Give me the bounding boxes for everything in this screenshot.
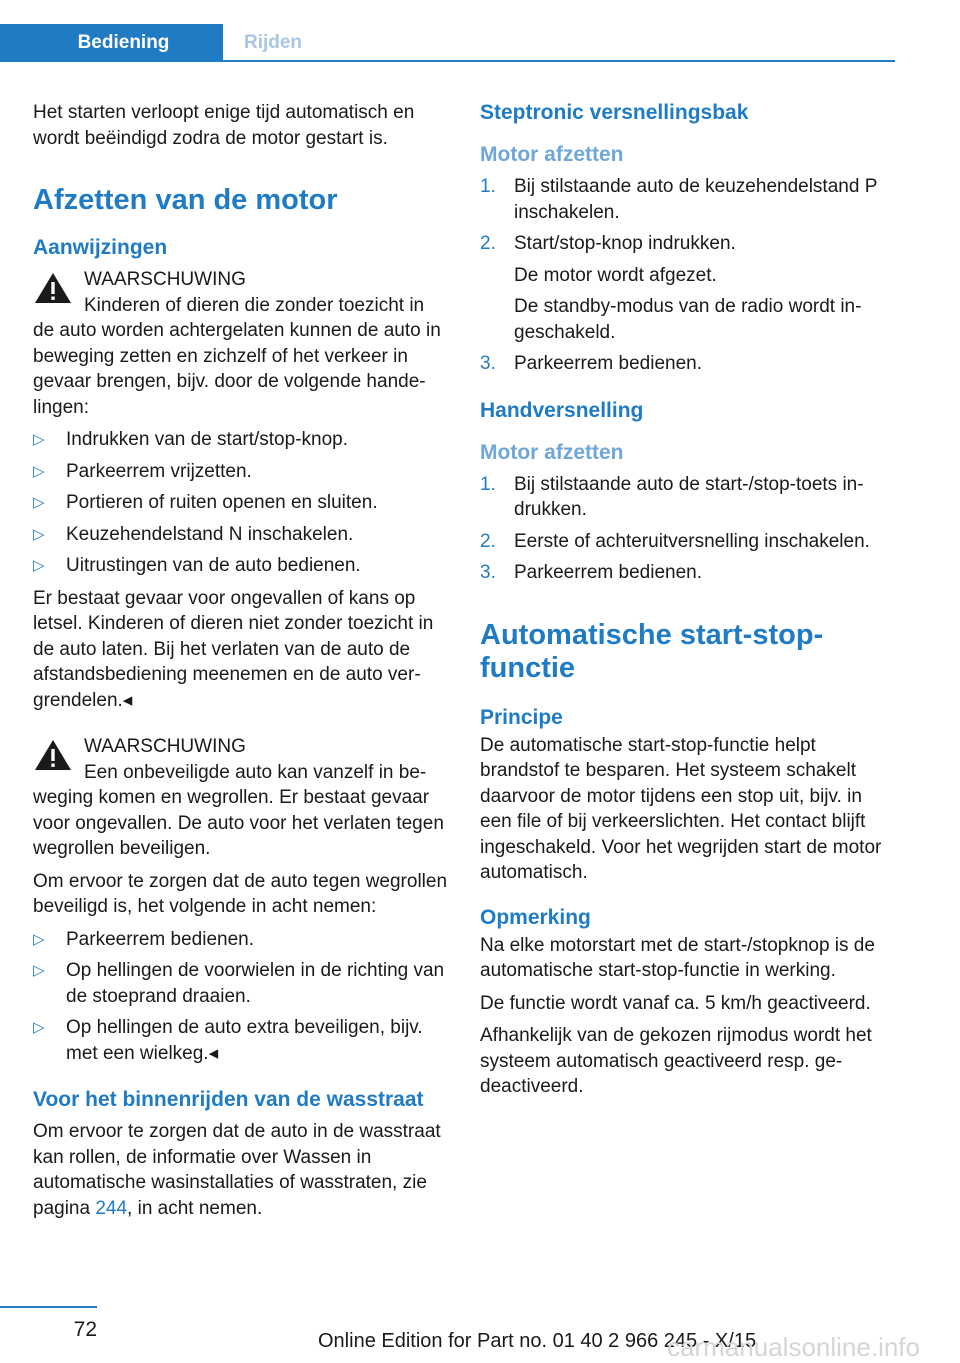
intro-paragraph: Het starten verloopt enige tijd automatisch en wordt beëindigd zodra de motor gestart is. xyxy=(33,102,415,149)
list-item: 2. Start/stop-knop indrukken. De motor wordt afgezet. De standby-modus van de radio wordt ingeschakeld. xyxy=(480,233,862,343)
subheading-engine-off-2: Motor afzetten xyxy=(480,440,624,464)
note-paragraph-1: Na elke motorstart met de start-/stopknop is de automatische start-stop-functie in werking. xyxy=(480,934,875,981)
warning-block-2 xyxy=(33,734,448,760)
tabbar-rule xyxy=(0,60,895,62)
list-item: ▷ Op hellingen de auto extra beveiligen, bijv. met een wielkeg.◂ xyxy=(33,1015,448,1066)
list-item: ▷ Op hellingen de voorwielen in de richting van de stoeprand draaien. xyxy=(33,958,448,1009)
warning-triangle-icon xyxy=(33,271,73,305)
list-item: 1. Bij stilstaande auto de keuzehendelstand P inschakelen. xyxy=(480,176,878,223)
left-column xyxy=(33,100,448,1228)
warning-text-1: Kinderen of dieren die zonder toezicht in de auto worden achtergelaten kunnen de auto in beweging zetten en zichzelf of het verkeer in gevaar brengen, bijv. door de volgende handelingen: xyxy=(33,294,441,418)
note-paragraph-2: De functie wordt vanaf ca. 5 km/h geactiveerd. xyxy=(480,992,871,1014)
chapter-tabbar xyxy=(0,24,895,62)
heading-principle: Principe xyxy=(480,705,563,729)
principle-paragraph: De automatische start-stop-functie helpt brandstof te besparen. Het systeem schakelt daarvoor de motor tijdens een stop uit, bijv. in een file of bij verkeerslichten. Het contact blijft ingeschakeld. Voor het wegrijden start de motor automatisch. xyxy=(480,734,882,883)
list-item: ▷ Indrukken van de start/stop-knop. xyxy=(33,427,448,453)
warning-intro-2: Om ervoor te zorgen dat de auto tegen wegrollen beveiligd is, het volgende in acht nemen: xyxy=(33,870,448,917)
warning-block-1 xyxy=(33,267,448,293)
subheading-engine-off-1: Motor afzetten xyxy=(480,143,624,166)
heading-notes: Aanwijzingen xyxy=(33,236,168,259)
heading-auto-start-stop: Automatische start-stop-functie xyxy=(480,618,824,684)
edition-text: Online Edition for Part no. 01 40 2 966 245 - X/15 xyxy=(318,1330,757,1352)
note-paragraph-3: Afhankelijk van de gekozen rijmodus wordt het systeem automatisch geactiveerd resp. gedeactiveerd. xyxy=(480,1025,872,1097)
list-item: 3. Parkeerrem bedienen. xyxy=(480,562,702,583)
heading-carwash: Voor het binnenrijden van de wasstraat xyxy=(33,1088,424,1111)
list-item: 1. Bij stilstaande auto de start-/stop-toets indrukken. xyxy=(480,473,864,520)
steptronic-steps xyxy=(480,174,896,377)
right-column xyxy=(480,100,896,1107)
page-number: 72 xyxy=(73,1318,97,1341)
warning-title: WAARSCHUWING xyxy=(84,736,246,757)
page-link-244[interactable]: 244 xyxy=(95,1197,128,1219)
watermark: carmanualsonline.info xyxy=(667,1332,920,1362)
carwash-paragraph: Om ervoor te zorgen dat de auto in de wasstraat kan rollen, de informatie over Wassen in automatische wasinstallaties of wasstraten, zie pagina 244, in acht nemen. xyxy=(33,1121,441,1219)
list-item: ▷ Keuzehendelstand N inschakelen. xyxy=(33,522,448,548)
list-item: ▷ Parkeerrem vrijzetten. xyxy=(33,459,448,485)
tab-bediening[interactable]: Bediening xyxy=(0,24,223,62)
manual-steps xyxy=(480,472,896,586)
list-item: ▷ Parkeerrem bedienen. xyxy=(33,927,448,953)
list-item: 2. Eerste of achteruitversnelling inschakelen. xyxy=(480,530,870,552)
warning-triangle-icon xyxy=(33,738,73,772)
footer-rule xyxy=(0,1306,97,1308)
warning-list-2 xyxy=(33,927,448,1067)
warning-list-1 xyxy=(33,427,448,579)
heading-manual-transmission: Handversnelling xyxy=(480,398,644,422)
list-item: ▷ Portieren of ruiten openen en sluiten. xyxy=(33,490,448,516)
list-item: ▷ Uitrustingen van de auto bedienen. xyxy=(33,553,448,579)
warning-text-2: Een onbeveiligde auto kan vanzelf in beweging komen en wegrollen. Er bestaat gevaar voor ongevallen. De auto voor het verlaten tegen wegrollen beveiligen. xyxy=(33,761,444,859)
list-item: 3. Parkeerrem bedienen. xyxy=(480,353,702,374)
warning-outro-1: Er bestaat gevaar voor ongevallen of kans op letsel. Kinderen of dieren niet zonder toezicht in de auto laten. Bij het verlaten van de auto de afstandsbediening meenemen en de auto vergrendelen.◂ xyxy=(33,587,434,711)
heading-note: Opmerking xyxy=(480,905,591,929)
tab-rijden[interactable]: Rijden xyxy=(243,32,303,53)
warning-title: WAARSCHUWING xyxy=(84,269,246,290)
heading-engine-off: Afzetten van de motor xyxy=(33,184,338,216)
heading-steptronic: Steptronic versnellingsbak xyxy=(480,101,749,124)
